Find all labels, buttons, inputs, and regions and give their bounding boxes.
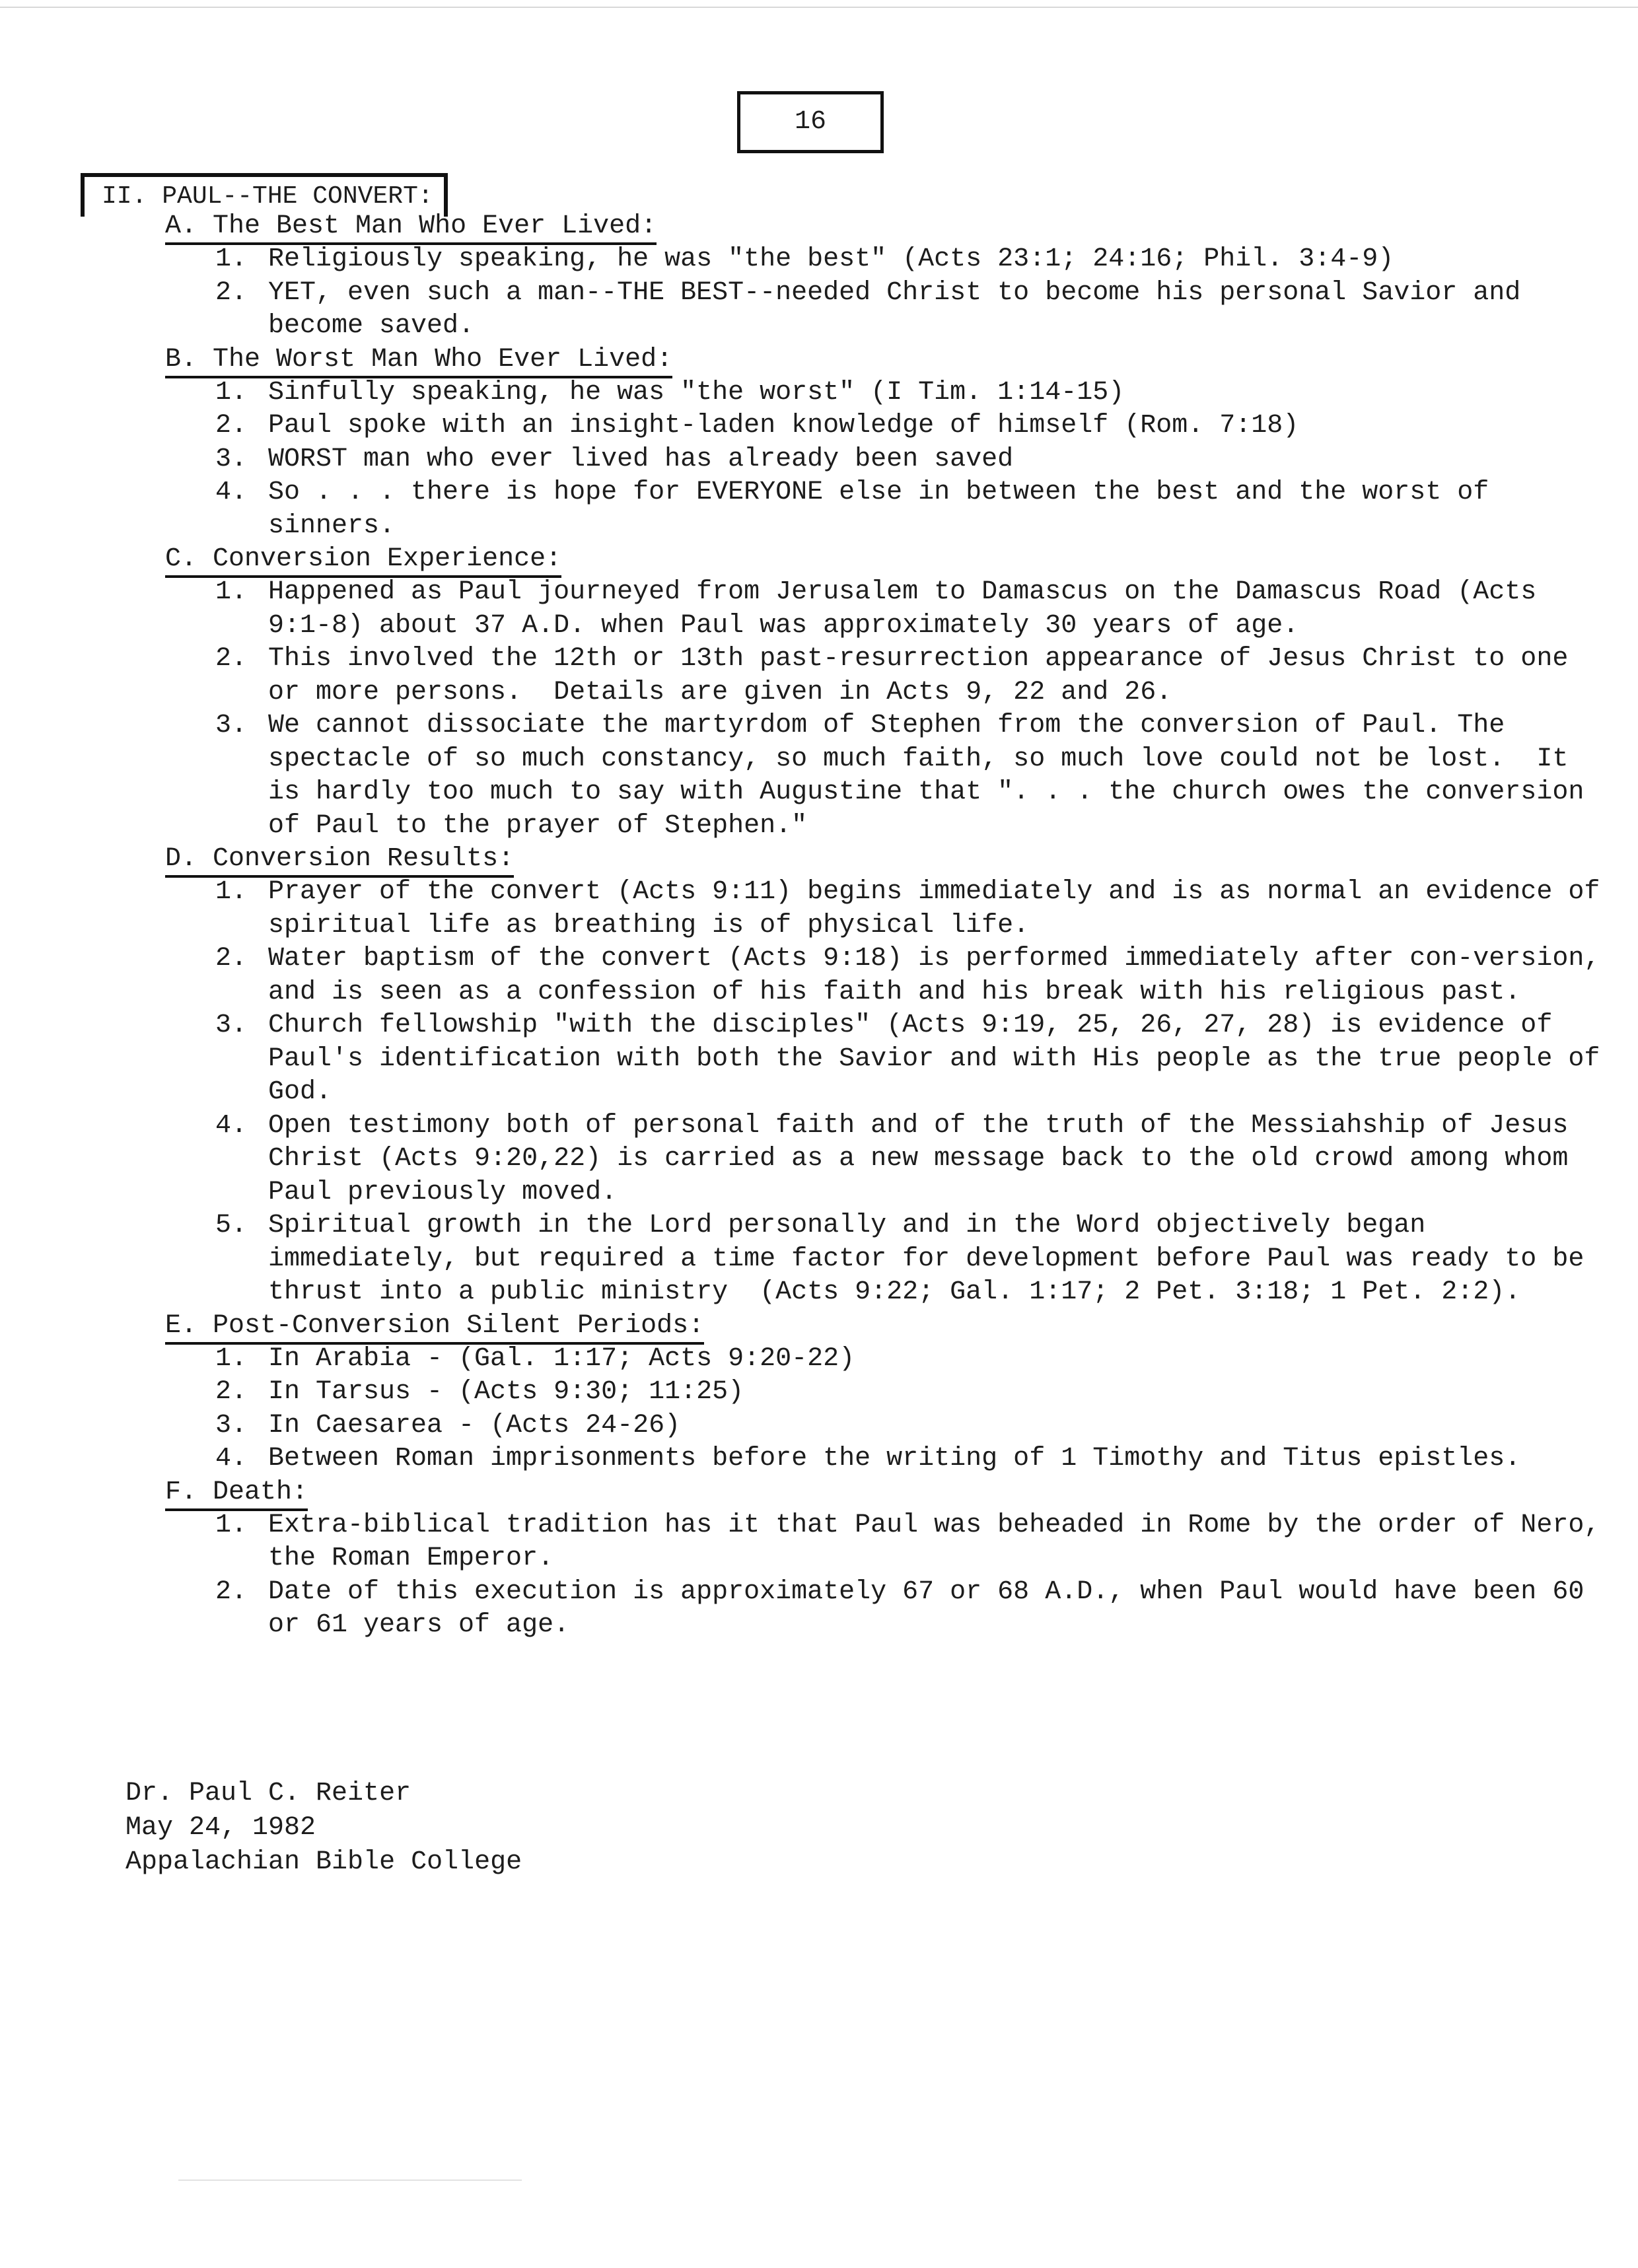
section-heading bbox=[165, 843, 1618, 876]
list-item bbox=[215, 1509, 1616, 1576]
list-item bbox=[215, 1343, 1602, 1376]
list-item-text: So . . . there is hope for EVERYONE else in between the best and the worst of sinners. bbox=[268, 478, 1505, 541]
section-heading-text: D. Conversion Results: bbox=[165, 844, 514, 878]
author-name: Dr. Paul C. Reiter bbox=[125, 1779, 411, 1808]
list-item-number: 2. bbox=[215, 411, 248, 441]
list-item-text: Water baptism of the convert (Acts 9:18) is performed immediately after con-version, and is seen as a confession of his faith and his break with his religious past. bbox=[268, 944, 1616, 1007]
section-heading bbox=[165, 1310, 1618, 1343]
list-item bbox=[215, 476, 1602, 543]
list-item-text: Happened as Paul journeyed from Jerusalem to Damascus on the Damascus Road (Acts 9:1-8) about 37 A.D. when Paul was approximately 30 years of age. bbox=[268, 577, 1553, 641]
list-item-text: In Tarsus - (Acts 9:30; 11:25) bbox=[268, 1377, 744, 1407]
signature-block bbox=[125, 1777, 522, 1880]
section-heading bbox=[165, 210, 1618, 243]
list-item-text: In Arabia - (Gal. 1:17; Acts 9:20-22) bbox=[268, 1343, 855, 1374]
section-heading bbox=[165, 343, 1618, 376]
list-item-number: 4. bbox=[215, 1110, 248, 1141]
list-item bbox=[215, 576, 1602, 643]
bottom-edge-rule bbox=[178, 2179, 522, 2181]
list-item-text: This involved the 12th or 13th past-resurrection appearance of Jesus Christ to one or more persons. Details are given in Acts 9, 22 and 26. bbox=[268, 644, 1585, 707]
list-item-number: 2. bbox=[215, 277, 248, 308]
list-item-text: Spiritual growth in the Lord personally and in the Word objectively began immediately, but required a time factor for development before Paul was ready to be thrust into a public ministry (Acts 9:22; Gal. 1:17; 2 Pet. 3:18; 1 Pet. 2:2). bbox=[268, 1211, 1600, 1307]
list-item-number: 1. bbox=[215, 377, 248, 408]
section-heading-text: F. Death: bbox=[165, 1477, 308, 1511]
list-item bbox=[215, 1209, 1602, 1310]
list-item-number: 3. bbox=[215, 444, 248, 474]
list-item bbox=[215, 1110, 1602, 1210]
outline-section bbox=[165, 1310, 1618, 1476]
section-heading-text: B. The Worst Man Who Ever Lived: bbox=[165, 345, 672, 378]
list-item bbox=[215, 643, 1602, 709]
list-item-number: 2. bbox=[215, 644, 248, 674]
list-item-number: 1. bbox=[215, 577, 248, 607]
section-heading-text: E. Post-Conversion Silent Periods: bbox=[165, 1311, 704, 1345]
list-item-text: Extra-biblical tradition has it that Paul was beheaded in Rome by the order of Nero, the Roman Emperor. bbox=[268, 1510, 1616, 1573]
list-item-number: 5. bbox=[215, 1211, 248, 1240]
institution-name: Appalachian Bible College bbox=[125, 1847, 522, 1877]
list-item bbox=[215, 1009, 1616, 1110]
list-item-number: 3. bbox=[215, 1410, 248, 1440]
outline-content bbox=[165, 210, 1618, 1643]
list-item-number: 1. bbox=[215, 244, 248, 274]
list-item-text: Paul spoke with an insight-laden knowledge of himself (Rom. 7:18) bbox=[268, 411, 1299, 441]
list-item-number: 4. bbox=[215, 1444, 248, 1473]
list-item-text: In Caesarea - (Acts 24-26) bbox=[268, 1410, 681, 1440]
list-item bbox=[215, 1409, 1602, 1443]
list-item-number: 3. bbox=[215, 1010, 248, 1040]
list-item-text: WORST man who ever lived has already been saved bbox=[268, 444, 1014, 474]
top-edge-rule bbox=[0, 7, 1638, 8]
section-item-list bbox=[165, 243, 1618, 343]
section-item-list bbox=[165, 876, 1618, 1310]
list-item-text: Church fellowship "with the disciples" (Acts 9:19, 25, 26, 27, 28) is evidence of Paul's identification with both the Savior and with His people as the true people of God. bbox=[268, 1010, 1616, 1107]
section-item-list bbox=[165, 1343, 1618, 1476]
outline-section bbox=[165, 1476, 1618, 1643]
list-item-text: Date of this execution is approximately 67 or 68 A.D., when Paul would have been 60 or 61 years of age. bbox=[268, 1577, 1600, 1640]
section-heading-text: A. The Best Man Who Ever Lived: bbox=[165, 211, 657, 245]
section-heading-text: C. Conversion Experience: bbox=[165, 544, 561, 578]
outline-section bbox=[165, 343, 1618, 544]
list-item-number: 3. bbox=[215, 711, 248, 740]
list-item bbox=[215, 709, 1602, 843]
list-item-text: Prayer of the convert (Acts 9:11) begins immediately and is as normal an evidence of spiritual life as breathing is of physical life. bbox=[268, 877, 1616, 940]
list-item-text: Between Roman imprisonments before the writing of 1 Timothy and Titus epistles. bbox=[268, 1444, 1521, 1473]
section-heading bbox=[165, 1476, 1618, 1509]
section-item-list bbox=[165, 576, 1618, 843]
list-item bbox=[215, 409, 1602, 443]
list-item bbox=[215, 443, 1602, 477]
section-heading bbox=[165, 543, 1618, 576]
list-item-number: 2. bbox=[215, 944, 248, 974]
section-item-list bbox=[165, 1509, 1618, 1643]
section-item-list bbox=[165, 376, 1618, 544]
list-item bbox=[215, 1442, 1602, 1476]
list-item-text: YET, even such a man--THE BEST--needed Christ to become his personal Savior and become saved. bbox=[268, 277, 1537, 341]
list-item bbox=[215, 1576, 1602, 1643]
list-item-number: 4. bbox=[215, 478, 248, 507]
list-item bbox=[215, 277, 1602, 343]
list-item-number: 1. bbox=[215, 877, 248, 907]
list-item-text: We cannot dissociate the martyrdom of Stephen from the conversion of Paul. The spectacle of so much constancy, so much faith, so much love could not be lost. It is hardly too much to say with Augustine that ". . . the church owes the conversion of Paul to the prayer of Stephen." bbox=[268, 711, 1600, 841]
list-item-text: Religiously speaking, he was "the best" (Acts 23:1; 24:16; Phil. 3:4-9) bbox=[268, 244, 1394, 274]
list-item bbox=[215, 942, 1616, 1009]
list-item-number: 1. bbox=[215, 1343, 248, 1374]
list-item bbox=[215, 876, 1616, 942]
list-item-number: 2. bbox=[215, 1577, 248, 1607]
page-number: 16 bbox=[737, 91, 884, 153]
list-item-text: Sinfully speaking, he was "the worst" (I Tim. 1:14-15) bbox=[268, 377, 1125, 408]
list-item-number: 2. bbox=[215, 1377, 248, 1407]
list-item bbox=[215, 376, 1602, 410]
outline-section bbox=[165, 210, 1618, 343]
outline-section bbox=[165, 543, 1618, 843]
list-item bbox=[215, 1376, 1602, 1409]
outline-section bbox=[165, 843, 1618, 1310]
main-heading: II. PAUL--THE CONVERT: bbox=[81, 173, 448, 217]
list-item bbox=[215, 243, 1602, 277]
signature-date: May 24, 1982 bbox=[125, 1813, 316, 1843]
list-item-text: Open testimony both of personal faith and of the truth of the Messiahship of Jesus Christ (Acts 9:20,22) is carried as a new message back to the old crowd among whom Paul previously moved. bbox=[268, 1110, 1585, 1207]
list-item-number: 1. bbox=[215, 1510, 248, 1540]
